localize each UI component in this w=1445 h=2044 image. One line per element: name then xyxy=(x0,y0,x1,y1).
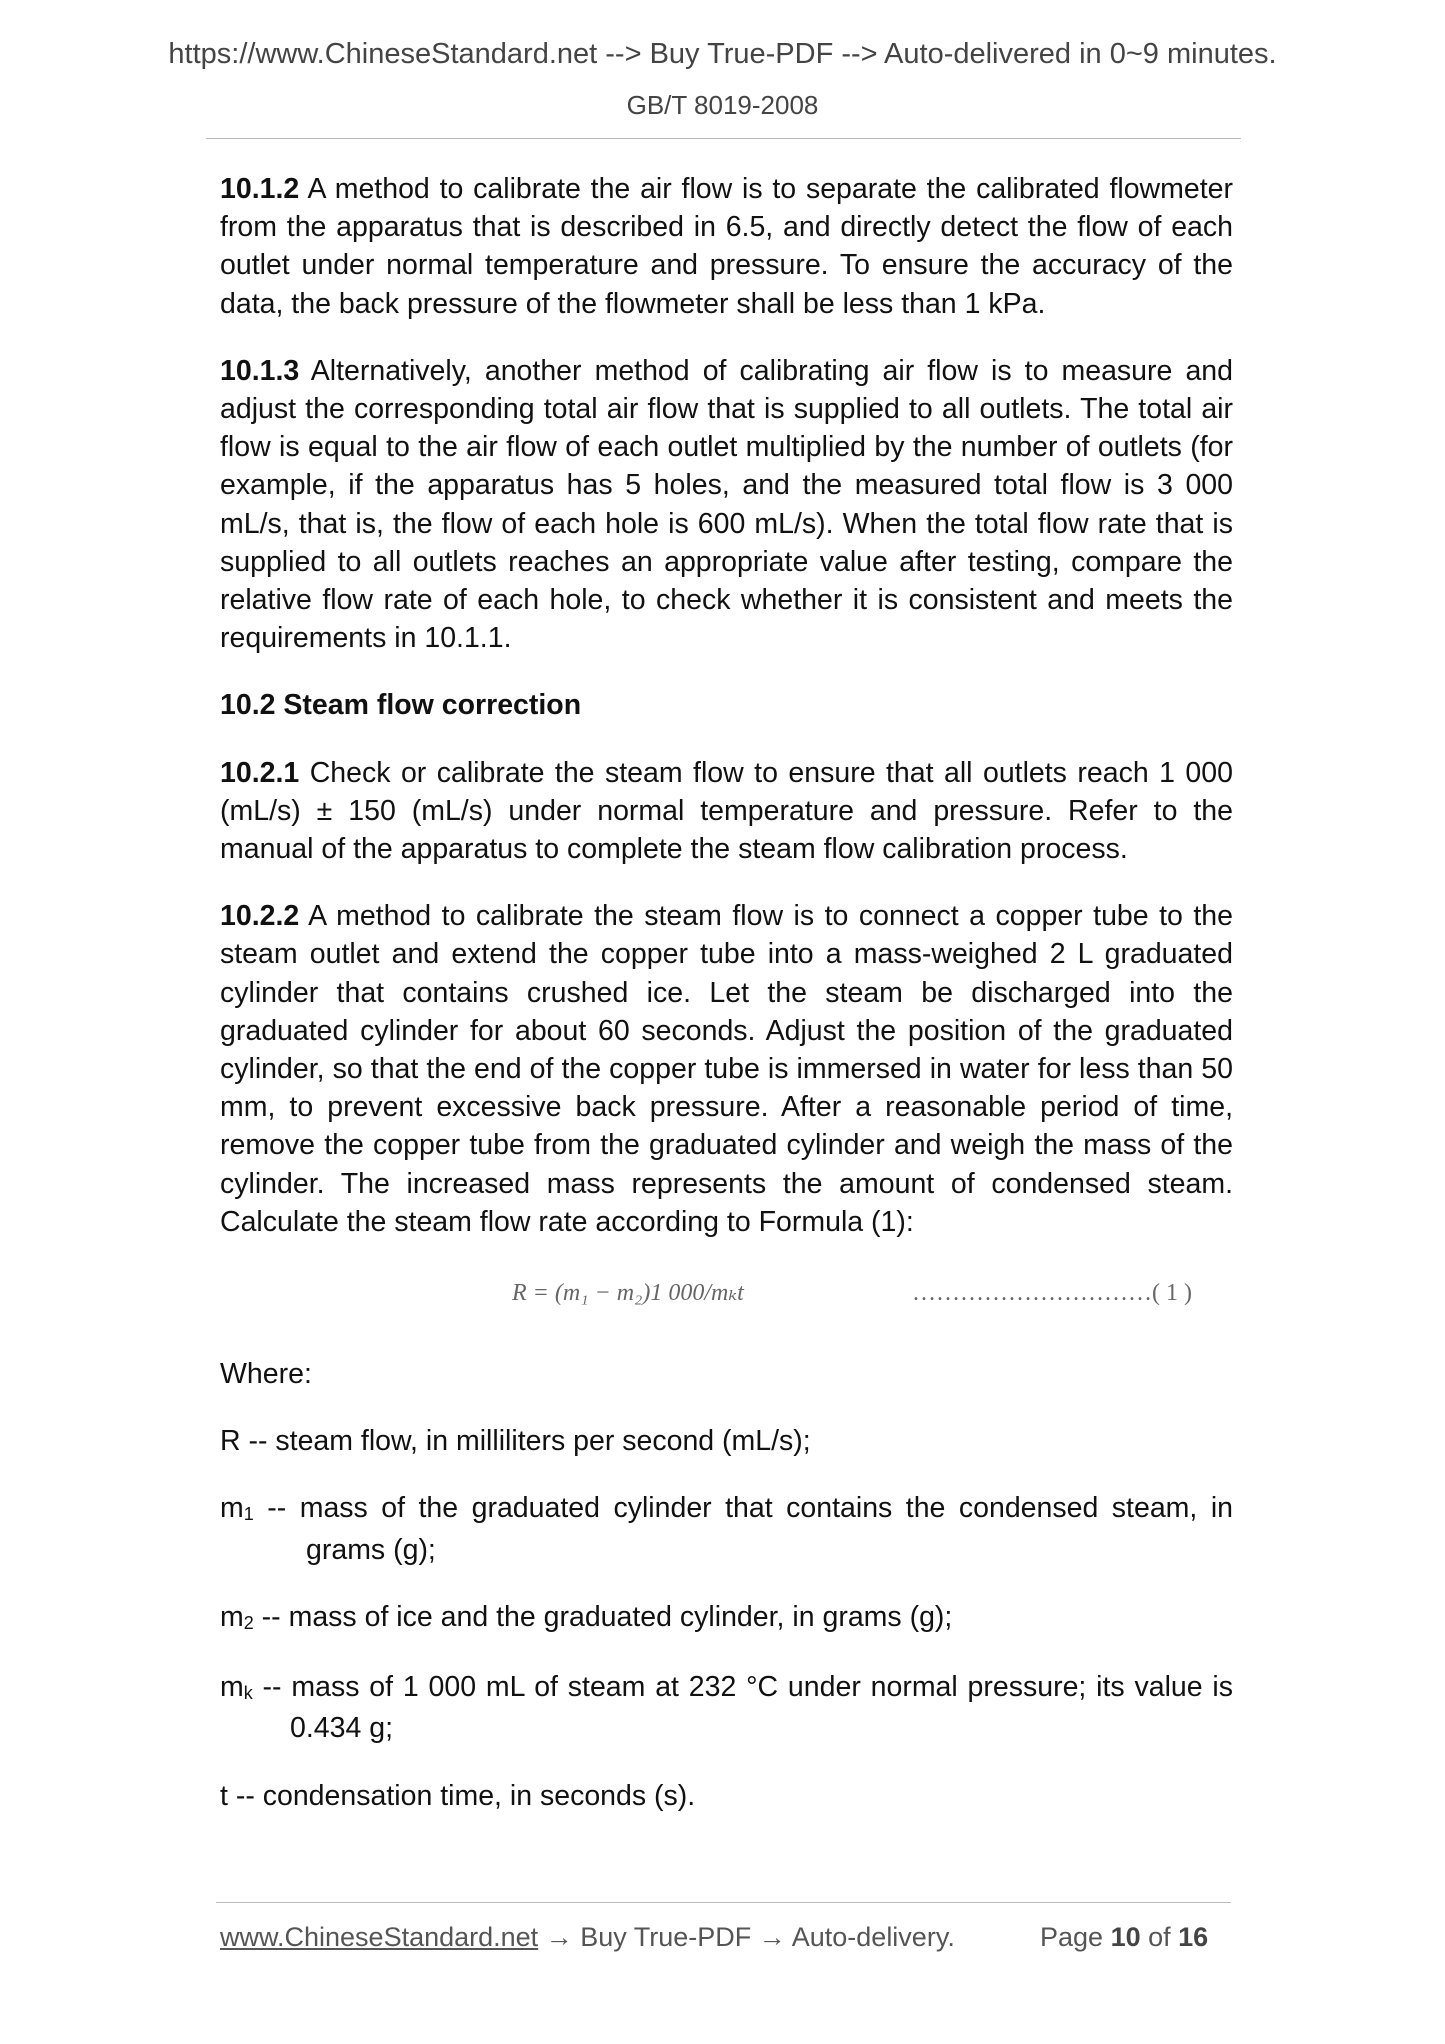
current-page: 10 xyxy=(1110,1922,1141,1952)
formula-block xyxy=(220,1270,1233,1308)
definition-mk xyxy=(220,1668,1233,1747)
symbol-m1: $m_1$ xyxy=(220,1492,254,1525)
definition-t: t -- condensation time, in seconds (s). xyxy=(220,1779,696,1812)
definition-r: R -- steam flow, in milliliters per second (mL/s); xyxy=(220,1425,811,1458)
paragraph-10-2-2 xyxy=(220,897,1233,1241)
footer-site-link[interactable]: www.ChineseStandard.net xyxy=(220,1922,539,1952)
paragraph-10-1-2 xyxy=(220,170,1233,323)
formula-number: …………………………( 1 ) xyxy=(912,1280,1192,1307)
clause-number: 10.1.2 xyxy=(220,173,300,205)
symbol-m2: $m_2$ xyxy=(220,1600,254,1633)
paragraph-text: A method to calibrate the air flow is to separate the calibrated flowmeter from the apparatus that is described in 6.5, and directly detect the flow of each outlet under normal temperature and pressure. To ensure the accuracy of the data, the back pressure of the flowmeter shall be less than 1 kPa. xyxy=(220,173,1233,320)
footer-tagline: → Buy True-PDF → Auto-delivery. xyxy=(538,1922,955,1952)
footer-divider xyxy=(216,1902,1231,1903)
definition-m2 xyxy=(220,1598,1233,1639)
definition-text: -- mass of 1 000 mL of steam at 232 °C under normal pressure; its value is 0.434 g; xyxy=(252,1671,1233,1745)
clause-number: 10.2.1 xyxy=(220,756,300,789)
total-pages: 16 xyxy=(1178,1922,1209,1952)
paragraph-10-1-3 xyxy=(220,352,1233,658)
definition-text: -- mass of the graduated cylinder that contains the condensed steam, in grams (g); xyxy=(253,1492,1233,1566)
header-standard-number: GB/T 8019-2008 xyxy=(626,90,819,120)
symbol-mk: $m_k$ xyxy=(220,1671,253,1704)
definition-m1 xyxy=(220,1489,1233,1568)
clause-number: 10.2.2 xyxy=(220,900,300,933)
paragraph-text: Alternatively, another method of calibrating air flow is to measure and adjust the corresponding total air flow that is supplied to all outlets. The total air flow is equal to the air flow of each outlet multiplied by the number of outlets (for example, if the apparatus has 5 holes, and the measured total flow is 3 000 mL/s, that is, the flow of each hole is 600 mL/s). When the total flow rate that is supplied to all outlets reaches an appropriate value after testing, compare the relative flow rate of each hole, to check whether it is consistent and meets the requirements in 10.1.1. xyxy=(220,354,1233,655)
where-label: Where: xyxy=(220,1358,312,1391)
section-heading-10-2: 10.2 Steam flow correction xyxy=(220,689,582,722)
paragraph-text: A method to calibrate the steam flow is to connect a copper tube to the steam outlet and extend the copper tube into a mass-weighed 2 L graduated cylinder that contains crushed ice. Let the steam be discharged into the graduated cylinder for about 60 seconds. Adjust the position of the graduated cylinder, so that the end of the copper tube is immersed in water for less than 50 mm, to prevent excessive back pressure. After a reasonable period of time, remove the copper tube from the graduated cylinder and weigh the mass of the cylinder. The increased mass represents the amount of condensed steam. Calculate the steam flow rate according to Formula (1): xyxy=(220,900,1233,1238)
paragraph-text: Check or calibrate the steam flow to ensure that all outlets reach 1 000 (mL/s) ± 150 (mL/s) under normal temperature and pressure. Refer to the manual of the apparatus to complete the steam flow calibration process. xyxy=(220,756,1233,866)
clause-number: 10.1.3 xyxy=(220,354,300,387)
page-indicator: Page 10 of 16 xyxy=(1040,1922,1209,1952)
header-url-line: https://www.ChineseStandard.net --> Buy True-PDF --> Auto-delivered in 0~9 minutes. xyxy=(168,38,1277,70)
page-content xyxy=(220,170,1233,1844)
header-divider xyxy=(206,138,1241,139)
definition-text: -- mass of ice and the graduated cylinder, in grams (g); xyxy=(253,1600,953,1633)
formula-expression: R = (m₁ − m₂)1 000/mₖt xyxy=(512,1280,744,1307)
paragraph-10-2-1 xyxy=(220,754,1233,869)
footer-left xyxy=(220,1922,955,1953)
